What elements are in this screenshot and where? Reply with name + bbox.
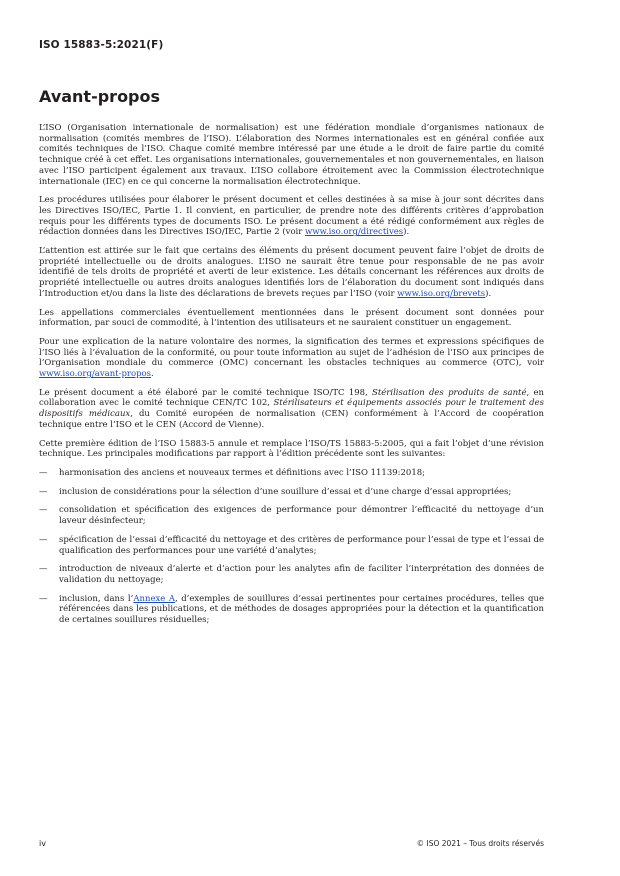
dash-marker: — xyxy=(39,486,48,497)
paragraph-voluntary-text: Pour une explication de la nature volontaire des normes, la signification des termes et expressions spécifiques de l’ISO liés à l’évaluation de la conformité, ou pour toute information au sujet de l’adhésion de l’ISO aux principes de l’Organisation mondiale du commerce (OMC) concernant les obstacles techniques au commerce (OTC), voir xyxy=(39,336,544,369)
document-header-id: ISO 15883-5:2021(F) xyxy=(39,39,164,51)
paragraph-voluntary-nature xyxy=(39,337,544,380)
dash-marker: — xyxy=(39,505,48,516)
list-item-text: introduction de niveaux d’alerte et d’action pour les analytes afin de faciliter l’interprétation des données de validation du nettoyage; xyxy=(59,564,544,585)
paragraph-voluntary-end: . xyxy=(151,369,154,380)
changes-list xyxy=(39,468,544,626)
list-item-text: inclusion de considérations pour la sélection d’une souillure d’essai et d’une charge d’essai appropriées; xyxy=(59,486,512,497)
list-item xyxy=(39,487,544,498)
paragraph-procedures-text: Les procédures utilisées pour élaborer le présent document et celles destinées à sa mise à jour sont décrites dans les Directives ISO/IEC, Partie 1. Il convient, en particulier, de prendre note des différents critères d’approbation requis pour les différents types de documents ISO. Le présent document a été rédigé conformément aux règles de rédaction données dans les Directives ISO/IEC, Partie 2 (voir xyxy=(39,195,544,238)
committee-text-a: Le présent document a été élaboré par le comité technique ISO/TC 198, xyxy=(39,387,373,398)
committee-text-b: , en collaboration avec le comité technique CEN/TC 102, xyxy=(39,387,544,409)
list-item xyxy=(39,468,544,479)
patents-link[interactable]: www.iso.org/brevets xyxy=(397,288,486,299)
directives-link[interactable]: www.iso.org/directives xyxy=(305,227,404,238)
paragraph-edition: Cette première édition de l’ISO 15883-5 annule et remplace l’ISO/TS 15883-5:2005, qui a fait l’objet d’une révision technique. Les principales modifications par rapport à l’édition précédente sont les suivantes: xyxy=(39,438,544,460)
list-item-text: spécification de l’essai d’efficacité du nettoyage et des critères de performance pour l’essai de type et l’essai de qualification des performances pour une variété d’analytes; xyxy=(59,534,544,556)
dash-marker: — xyxy=(39,593,48,604)
list-item-text: consolidation et spécification des exigences de performance pour démontrer l’efficacité du nettoyage d’un laveur désinfecteur; xyxy=(59,505,544,527)
list-item xyxy=(39,505,544,526)
foreword-link[interactable]: www.iso.org/avant-propos xyxy=(39,369,151,380)
list-item-text: harmonisation des anciens et nouveaux termes et définitions avec l’ISO 11139:2018; xyxy=(59,467,426,478)
list-item xyxy=(39,594,544,626)
dash-marker: — xyxy=(39,467,48,478)
committee-title-cen: Stérilisateurs et équipements associés pour le traitement des dispositifs médicaux xyxy=(39,398,544,420)
page-number: iv xyxy=(39,839,46,848)
committee-text-c: , du Comité européen de normalisation (CEN) conformément à l’Accord de coopération technique entre l’ISO et le CEN (Accord de Vienne). xyxy=(39,409,544,430)
list-item-text-a: inclusion, dans l’ xyxy=(59,593,134,604)
paragraph-procedures-end: ). xyxy=(403,227,410,238)
paragraph-iso-intro: L’ISO (Organisation internationale de normalisation) est une fédération mondiale d’organismes nationaux de normalisation (comités membres de l’ISO). L’élaboration des Normes internationales est en général confiée aux comités techniques de l’ISO. Chaque comité membre intéressé par une étude a le droit de faire partie du comité technique créé à cet effet. Les organisations internationales, gouvernementales et non gouvernementales, en liaison avec l’ISO participent également aux travaux. L’ISO collabore étroitement avec la Commission électrotechnique internationale (IEC) en ce qui concerne la normalisation électrotechnique. xyxy=(39,123,544,187)
paragraph-patents-end: ). xyxy=(485,288,492,299)
list-item xyxy=(39,564,544,585)
paragraph-patents-text: L’attention est attirée sur le fait que certains des éléments du présent document peuvent faire l’objet de droits de propriété intellectuelle ou de droits analogues. L’ISO ne saurait être tenue pour responsable de ne pas avoir identifié de tels droits de propriété et averti de leur existence. Les détails concernant les références aux droits de propriété intellectuelle ou autres droits analogues identifiés lors de l’élaboration du document sont indiqués dans l’Introduction et/ou dans la liste des déclarations de brevets reçues par l’ISO (voir xyxy=(39,246,544,299)
dash-marker: — xyxy=(39,534,48,545)
committee-title-iso: Stérilisation des produits de santé xyxy=(372,387,527,398)
dash-marker: — xyxy=(39,564,48,575)
annex-a-link[interactable]: Annexe A xyxy=(133,593,175,604)
paragraph-patents xyxy=(39,246,544,300)
foreword-body xyxy=(39,123,544,634)
list-item xyxy=(39,535,544,556)
list-item-text-b: , d’exemples de souillures d’essai pertinentes pour certaines procédures, telles que référencées dans les publications, et de méthodes de dosages appropriées pour la détection et la quantification de certaines souillures résiduelles; xyxy=(59,593,544,626)
page-title: Avant-propos xyxy=(39,87,161,106)
paragraph-trade-names: Les appellations commerciales éventuellement mentionnées dans le présent document sont données pour information, par souci de commodité, à l’intention des utilisateurs et ne sauraient constituer un engagement. xyxy=(39,307,544,329)
copyright-notice: © ISO 2021 – Tous droits réservés xyxy=(416,839,544,848)
paragraph-procedures xyxy=(39,195,544,238)
paragraph-committee xyxy=(39,388,544,431)
